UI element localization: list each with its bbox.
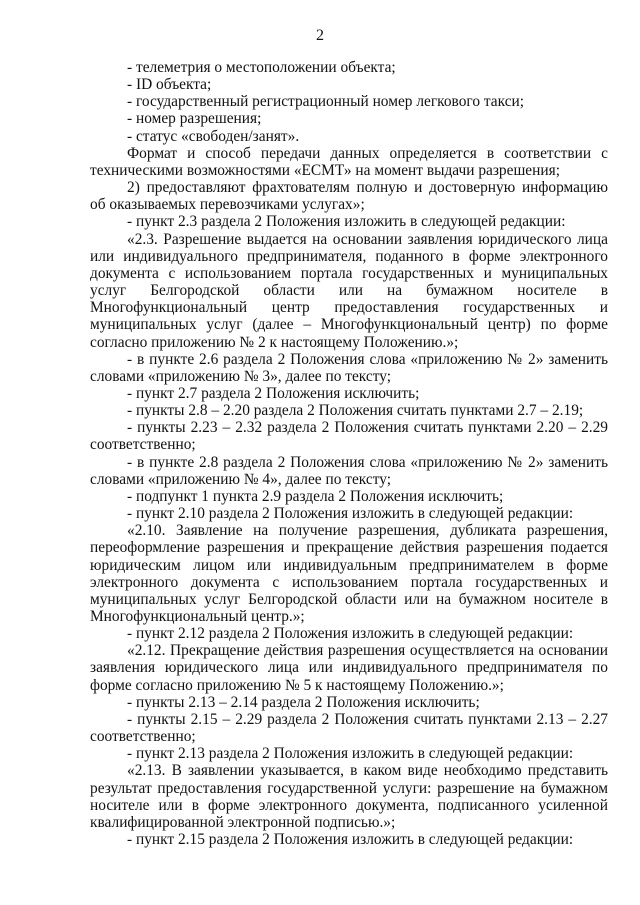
paragraph: - пункт 2.10 раздела 2 Положения изложить в следующей редакции: (127, 505, 574, 523)
paragraph: - подпункт 1 пункта 2.9 раздела 2 Положения исключить; (127, 487, 504, 505)
paragraph: - государственный регистрационный номер легкового такси; (127, 93, 525, 111)
paragraph: - в пункте 2.8 раздела 2 Положения слова «приложению № 2» заменить словами «приложению № 4», далее по тексту; (90, 453, 608, 488)
paragraph: - пункты 2.8 – 2.20 раздела 2 Положения считать пунктами 2.7 – 2.19; (127, 402, 584, 420)
paragraph: - ID объекта; (127, 76, 212, 94)
paragraph: - в пункте 2.6 раздела 2 Положения слова «приложению № 2» заменить словами «приложению № 3», далее по тексту; (90, 350, 608, 385)
paragraph: - пункт 2.3 раздела 2 Положения изложить в следующей редакции: (127, 213, 566, 231)
paragraph: Формат и способ передачи данных определяется в соответствии с техническими возможностями «ЕСМТ» на момент выдачи разрешения; (90, 144, 608, 179)
paragraph: - номер разрешения; (127, 110, 262, 128)
page-number: 2 (316, 27, 324, 44)
paragraph: «2.12. Прекращение действия разрешения осуществляется на основании заявления юридического лица или индивидуального предпринимателя по форме согласно приложению № 5 к настоящему Положению.»; (90, 642, 608, 694)
document-body (90, 59, 608, 848)
paragraph: - пункты 2.13 – 2.14 раздела 2 Положения исключить; (127, 693, 480, 711)
paragraph: 2) предоставляют фрахтователям полную и достоверную информацию об оказываемых перевозчиками услугах»; (90, 179, 608, 214)
paragraph: - телеметрия о местоположении объекта; (127, 59, 396, 76)
paragraph: «2.13. В заявлении указывается, в каком виде необходимо представить результат предоставления государственной услуги: разрешение на бумажном носителе или в форме электронного документа, подписанного усиленной квалифицированной электронной подписью.»; (90, 762, 608, 831)
paragraph: - пункт 2.13 раздела 2 Положения изложить в следующей редакции: (127, 745, 574, 763)
paragraph: - пункт 2.12 раздела 2 Положения изложить в следующей редакции: (127, 625, 574, 643)
paragraph: - пункт 2.15 раздела 2 Положения изложить в следующей редакции: (127, 831, 574, 849)
paragraph: - пункт 2.7 раздела 2 Положения исключить; (127, 384, 420, 402)
paragraph: «2.3. Разрешение выдается на основании заявления юридического лица или индивидуального предпринимателя, поданного в форме электронного документа с использованием портала государственных и муниципальных услуг Белгородской области или на бумажном носителе в Многофункциональный центр предоставления государственных и муниципальных услуг (далее – Многофункциональный центр) по форме согласно приложению № 2 к настоящему Положению.»; (90, 230, 608, 351)
paragraph: - статус «свободен/занят». (127, 127, 300, 145)
paragraph: «2.10. Заявление на получение разрешения, дубликата разрешения, переоформление разрешения и прекращение действия разрешения подается юридическим лицом или индивидуальным предпринимателем в форме электронного документа с использованием портала государственных и муниципальных услуг Белгородской области или на бумажном носителе в Многофункциональный центр.»; (90, 522, 608, 625)
paragraph: - пункты 2.15 – 2.29 раздела 2 Положения считать пунктами 2.13 – 2.27 соответственно; (90, 710, 608, 746)
paragraph: - пункты 2.23 – 2.32 раздела 2 Положения считать пунктами 2.20 – 2.29 соответственно; (90, 419, 608, 454)
